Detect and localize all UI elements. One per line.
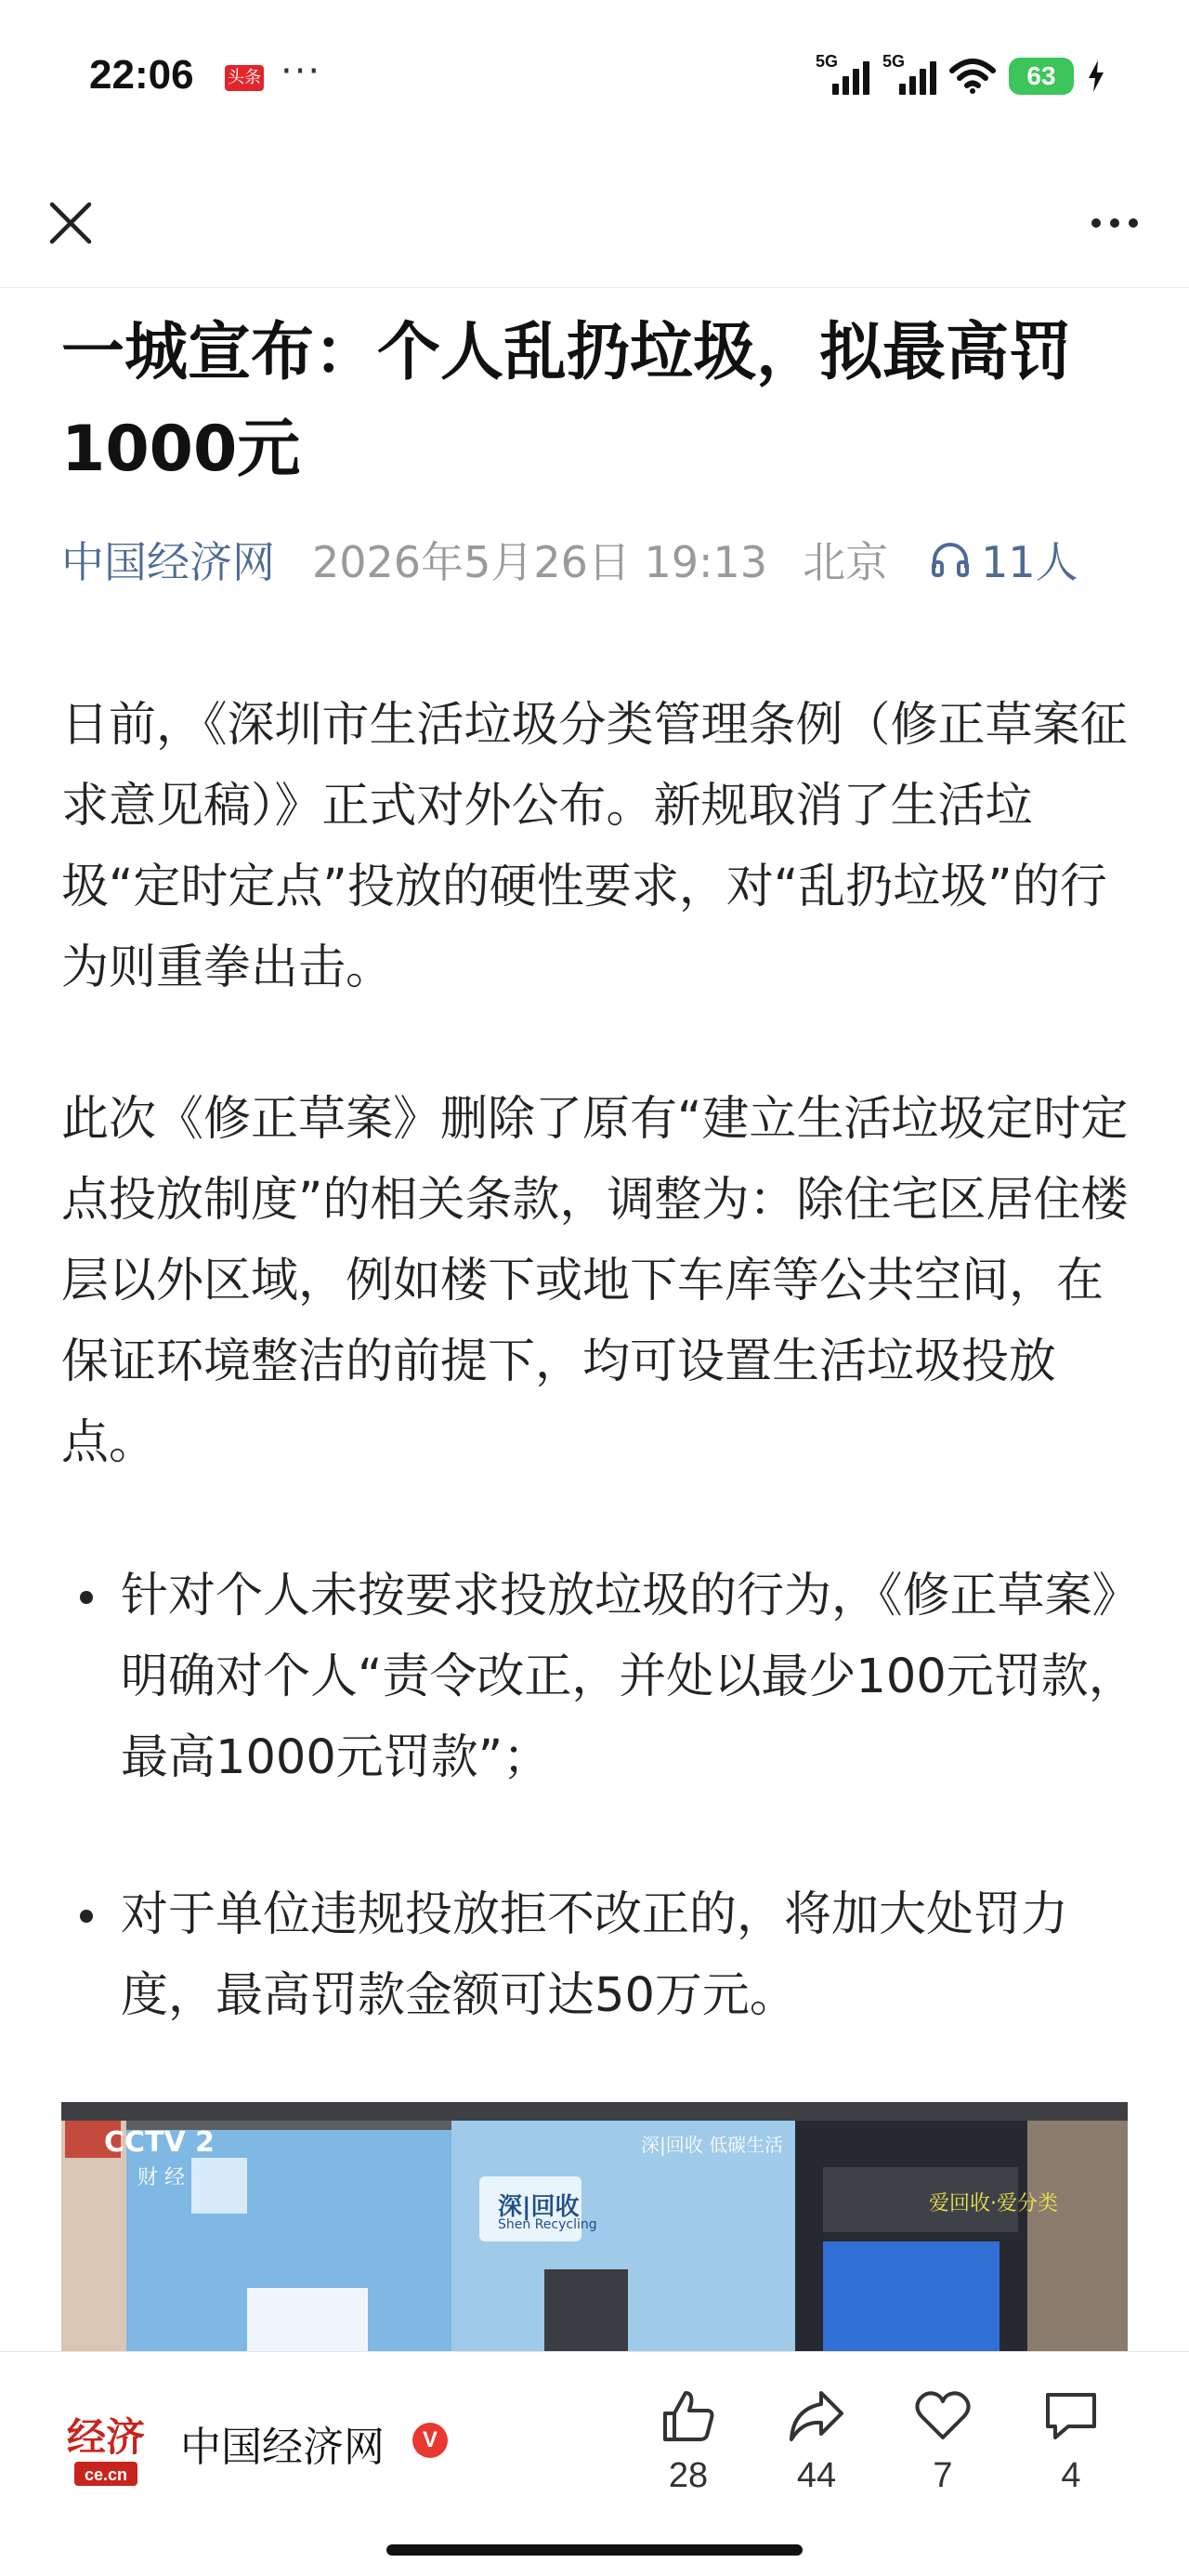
like-button[interactable] <box>637 2385 739 2496</box>
close-button[interactable] <box>33 186 108 260</box>
favorite-count: 7 <box>933 2456 953 2495</box>
bullet-dot <box>80 1591 93 1604</box>
machine-top-sign: 深|回收 低碳生活 <box>641 2134 784 2156</box>
bullet-dot <box>80 1910 93 1923</box>
comment-bubble-icon <box>1040 2385 1102 2447</box>
status-bar <box>0 0 1189 158</box>
status-indicators <box>816 54 1105 99</box>
heart-icon <box>912 2385 973 2447</box>
bullet-text: 对于单位违规投放拒不改正的，将加大处罚力度，最高罚款金额可达50万元。 <box>121 1887 1069 2023</box>
dot-icon <box>1129 218 1138 228</box>
favorite-button[interactable] <box>892 2385 994 2496</box>
headphones-icon <box>929 538 972 581</box>
share-button[interactable] <box>765 2385 868 2496</box>
close-icon <box>48 201 93 245</box>
home-indicator[interactable] <box>386 2544 803 2556</box>
article-paragraph: 日前，《深圳市生活垃圾分类管理条例（修正草案征求意见稿）》正式对外公布。新规取消了生活垃圾“定时定点”投放的硬性要求，对“乱扔垃圾”的行为则重拳出击。 <box>61 698 1128 995</box>
top-nav-bar <box>0 158 1189 288</box>
machine-right-sign: 爱回收·爱分类 <box>929 2192 1058 2215</box>
comment-count: 4 <box>1061 2456 1081 2495</box>
svg-text:经济: 经济 <box>66 2414 146 2460</box>
cctv-channel-label: 财 经 <box>137 2166 185 2189</box>
source-link[interactable]: 中国经济网 <box>61 537 275 587</box>
dot-icon <box>1110 218 1119 228</box>
article-image[interactable] <box>61 2102 1128 2353</box>
comment-button[interactable] <box>1020 2385 1122 2496</box>
bullet-text: 针对个人未按要求投放垃圾的行为，《修正草案》明确对个人“责令改正，并处以最少100元罚款，最高1000元罚款”； <box>121 1569 1136 1785</box>
status-time: 22:06 <box>89 52 194 98</box>
bullet-item <box>61 1874 1139 2036</box>
signal-5g-icon: 5G <box>882 56 936 97</box>
publish-location: 北京 <box>803 537 889 587</box>
bottom-action-bar <box>0 2351 1189 2576</box>
more-options-button[interactable] <box>1078 186 1152 260</box>
listen-button[interactable] <box>929 529 1078 590</box>
publish-date: 2026年5月26日 19:13 <box>312 537 768 587</box>
signal-5g-icon: 5G <box>816 56 869 97</box>
article-title: 一城宣布：个人乱扔垃圾，拟最高罚1000元 <box>61 316 1073 486</box>
like-count: 28 <box>668 2456 709 2495</box>
verified-badge-icon: V <box>412 2423 448 2458</box>
author-logo-icon[interactable] <box>61 2404 150 2493</box>
article-paragraph: 此次《修正草案》删除了原有“建立生活垃圾定时定点投放制度”的相关条款，调整为：除住宅区居住楼层以外区域，例如楼下或地下车库等公共空间，在保证环境整洁的前提下，均可设置生活垃圾投放点。 <box>61 1092 1129 1470</box>
machine-brand-en: Shen Recycling <box>498 2217 597 2232</box>
thumbs-up-icon <box>658 2385 719 2447</box>
listener-count: 11人 <box>981 537 1078 587</box>
cctv-logo: CCTV 2 <box>104 2126 216 2159</box>
status-more-icon: ··· <box>281 50 322 93</box>
machine-brand: 深|回收 <box>498 2193 580 2221</box>
dot-icon <box>1091 218 1101 228</box>
bullet-item <box>61 1556 1139 1798</box>
news-app-badge: 头条 <box>225 65 264 91</box>
share-count: 44 <box>796 2456 837 2495</box>
svg-text:ce.cn: ce.cn <box>84 2465 128 2484</box>
charging-bolt-icon <box>1087 60 1105 92</box>
article-meta <box>61 532 1078 587</box>
wifi-icon <box>949 58 996 95</box>
share-arrow-icon <box>786 2385 847 2447</box>
author-name[interactable]: 中国经济网 <box>180 2424 385 2471</box>
battery-indicator: 63 <box>1009 58 1074 95</box>
